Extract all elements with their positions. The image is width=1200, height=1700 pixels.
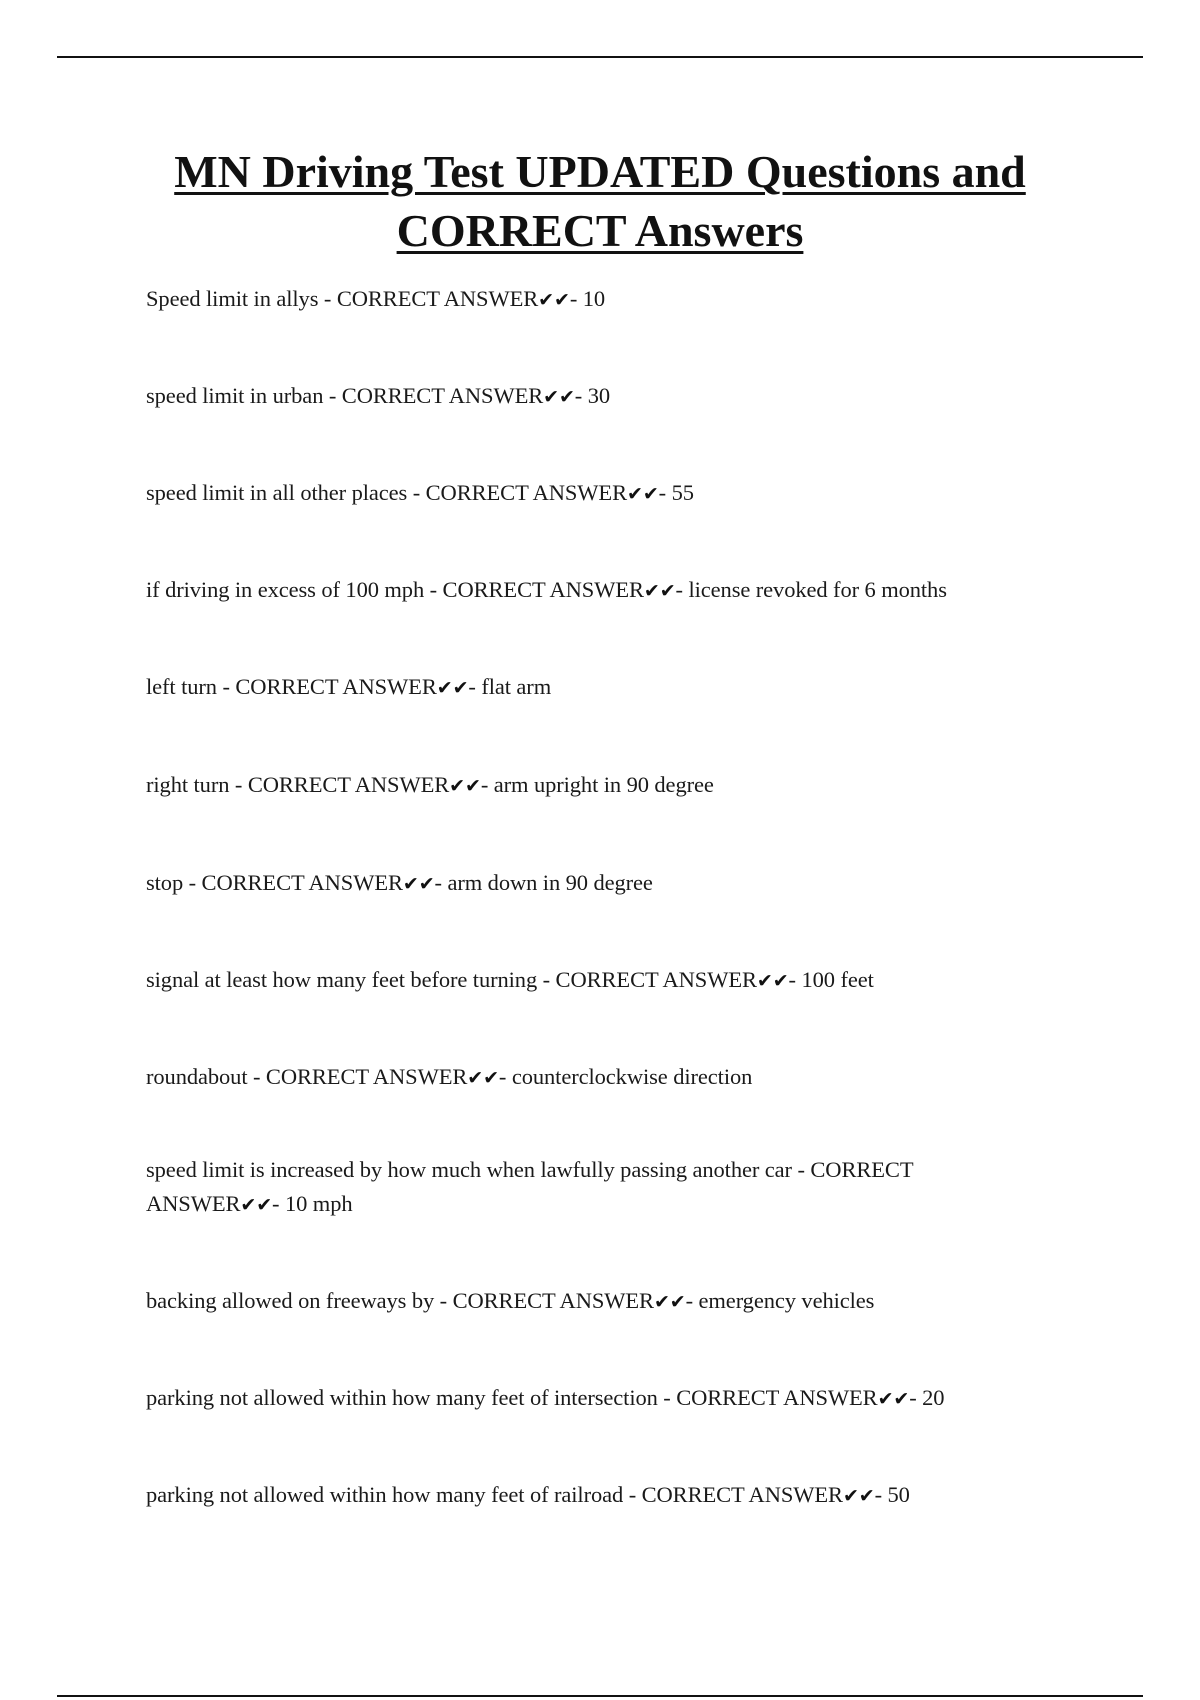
top-rule — [57, 56, 1143, 58]
answer-text: arm down in 90 degree — [447, 870, 653, 895]
answer-text: 50 — [887, 1482, 910, 1507]
answer-separator: - CORRECT ANSWER — [323, 383, 544, 408]
check-mark-icon: ✔✔ — [467, 1067, 499, 1089]
answer-separator: - CORRECT ANSWER — [434, 1288, 654, 1313]
answer-dash: - — [874, 1482, 888, 1507]
question-text: signal at least how many feet before turning — [146, 967, 538, 992]
qa-item — [146, 670, 1046, 705]
answer-dash: - — [569, 286, 583, 311]
question-text: roundabout — [146, 1064, 248, 1089]
document-title — [130, 142, 1070, 260]
check-mark-icon: ✔✔ — [436, 677, 469, 699]
qa-item — [146, 1153, 996, 1222]
answer-separator: - CORRECT ANSWER — [657, 1385, 878, 1410]
answer-dash: - — [434, 870, 448, 895]
answer-text: counterclockwise direction — [511, 1064, 753, 1089]
answer-separator: - CORRECT ANSWER — [183, 870, 403, 895]
answer-dash: - — [574, 383, 588, 408]
question-text: speed limit is increased by how much when lawfully passing another car — [146, 1157, 792, 1182]
question-text: Speed limit in allys — [146, 286, 319, 311]
question-text: speed limit in all other places — [146, 480, 408, 505]
answer-separator: - CORRECT ANSWER — [623, 1482, 843, 1507]
answer-text: 10 — [582, 286, 606, 311]
answer-text: arm upright in 90 degree — [493, 772, 714, 797]
answer-dash: - — [498, 1064, 512, 1089]
check-mark-icon: ✔✔ — [543, 386, 575, 408]
check-mark-icon: ✔✔ — [538, 289, 570, 311]
qa-item — [146, 866, 1046, 901]
answer-separator: - CORRECT ANSWER — [229, 772, 450, 797]
qa-item — [146, 963, 1046, 998]
answer-dash: - — [480, 772, 494, 797]
qa-item — [146, 379, 1046, 414]
check-mark-icon: ✔✔ — [653, 1291, 686, 1313]
answer-dash: - — [909, 1385, 923, 1410]
title-line-2: CORRECT Answers — [396, 205, 804, 256]
qa-item — [146, 1478, 1046, 1513]
check-mark-icon: ✔✔ — [842, 1485, 875, 1507]
answer-text: license revoked for 6 months — [688, 577, 947, 602]
check-mark-icon: ✔✔ — [627, 483, 659, 505]
check-mark-icon: ✔✔ — [402, 873, 435, 895]
answer-text: 20 — [922, 1385, 945, 1410]
check-mark-icon: ✔✔ — [643, 580, 676, 602]
answer-separator: - CORRECT ANSWER — [537, 967, 757, 992]
answer-separator: - CORRECT ANSWER — [424, 577, 644, 602]
answer-dash: - — [788, 967, 802, 992]
answer-dash: - — [675, 577, 689, 602]
question-text: parking not allowed within how many feet of railroad — [146, 1482, 624, 1507]
answer-text: 55 — [671, 480, 694, 505]
qa-item — [146, 1060, 1046, 1095]
question-text: if driving in excess of 100 mph — [146, 577, 425, 602]
answer-separator: - CORRECT ANSWER — [407, 480, 627, 505]
bottom-rule — [57, 1695, 1143, 1697]
question-text: right turn — [146, 772, 230, 797]
qa-item — [146, 768, 1046, 803]
check-mark-icon: ✔✔ — [240, 1194, 273, 1216]
question-text: parking not allowed within how many feet of intersection — [146, 1385, 658, 1410]
answer-dash: - — [685, 1288, 699, 1313]
answer-text: 10 mph — [284, 1191, 353, 1216]
answer-text: 30 — [587, 383, 611, 408]
question-text: left turn — [146, 674, 217, 699]
qa-item — [146, 282, 1046, 317]
answer-dash: - — [272, 1191, 285, 1216]
answer-dash: - — [658, 480, 672, 505]
check-mark-icon: ✔✔ — [877, 1388, 910, 1410]
answer-separator: - CORRECT ANSWER — [318, 286, 539, 311]
question-text: speed limit in urban — [146, 383, 324, 408]
answer-text: emergency vehicles — [698, 1288, 875, 1313]
question-text: backing allowed on freeways by — [146, 1288, 435, 1313]
answer-separator: - CORRECT ANSWER — [216, 674, 437, 699]
title-line-1: MN Driving Test UPDATED Questions and — [174, 146, 1026, 197]
answer-separator: - CORRECT ANSWER — [247, 1064, 468, 1089]
qa-item — [146, 573, 1046, 608]
answer-dash: - — [468, 674, 482, 699]
answer-text: 100 feet — [801, 967, 874, 992]
check-mark-icon: ✔✔ — [449, 775, 481, 797]
qa-item — [146, 1284, 1046, 1319]
answer-text: flat arm — [481, 674, 552, 699]
check-mark-icon: ✔✔ — [756, 970, 789, 992]
answer-separator: - CORRECT ANSWER — [146, 1157, 914, 1216]
question-text: stop — [146, 870, 184, 895]
qa-item — [146, 1381, 1046, 1416]
qa-item — [146, 476, 1046, 511]
